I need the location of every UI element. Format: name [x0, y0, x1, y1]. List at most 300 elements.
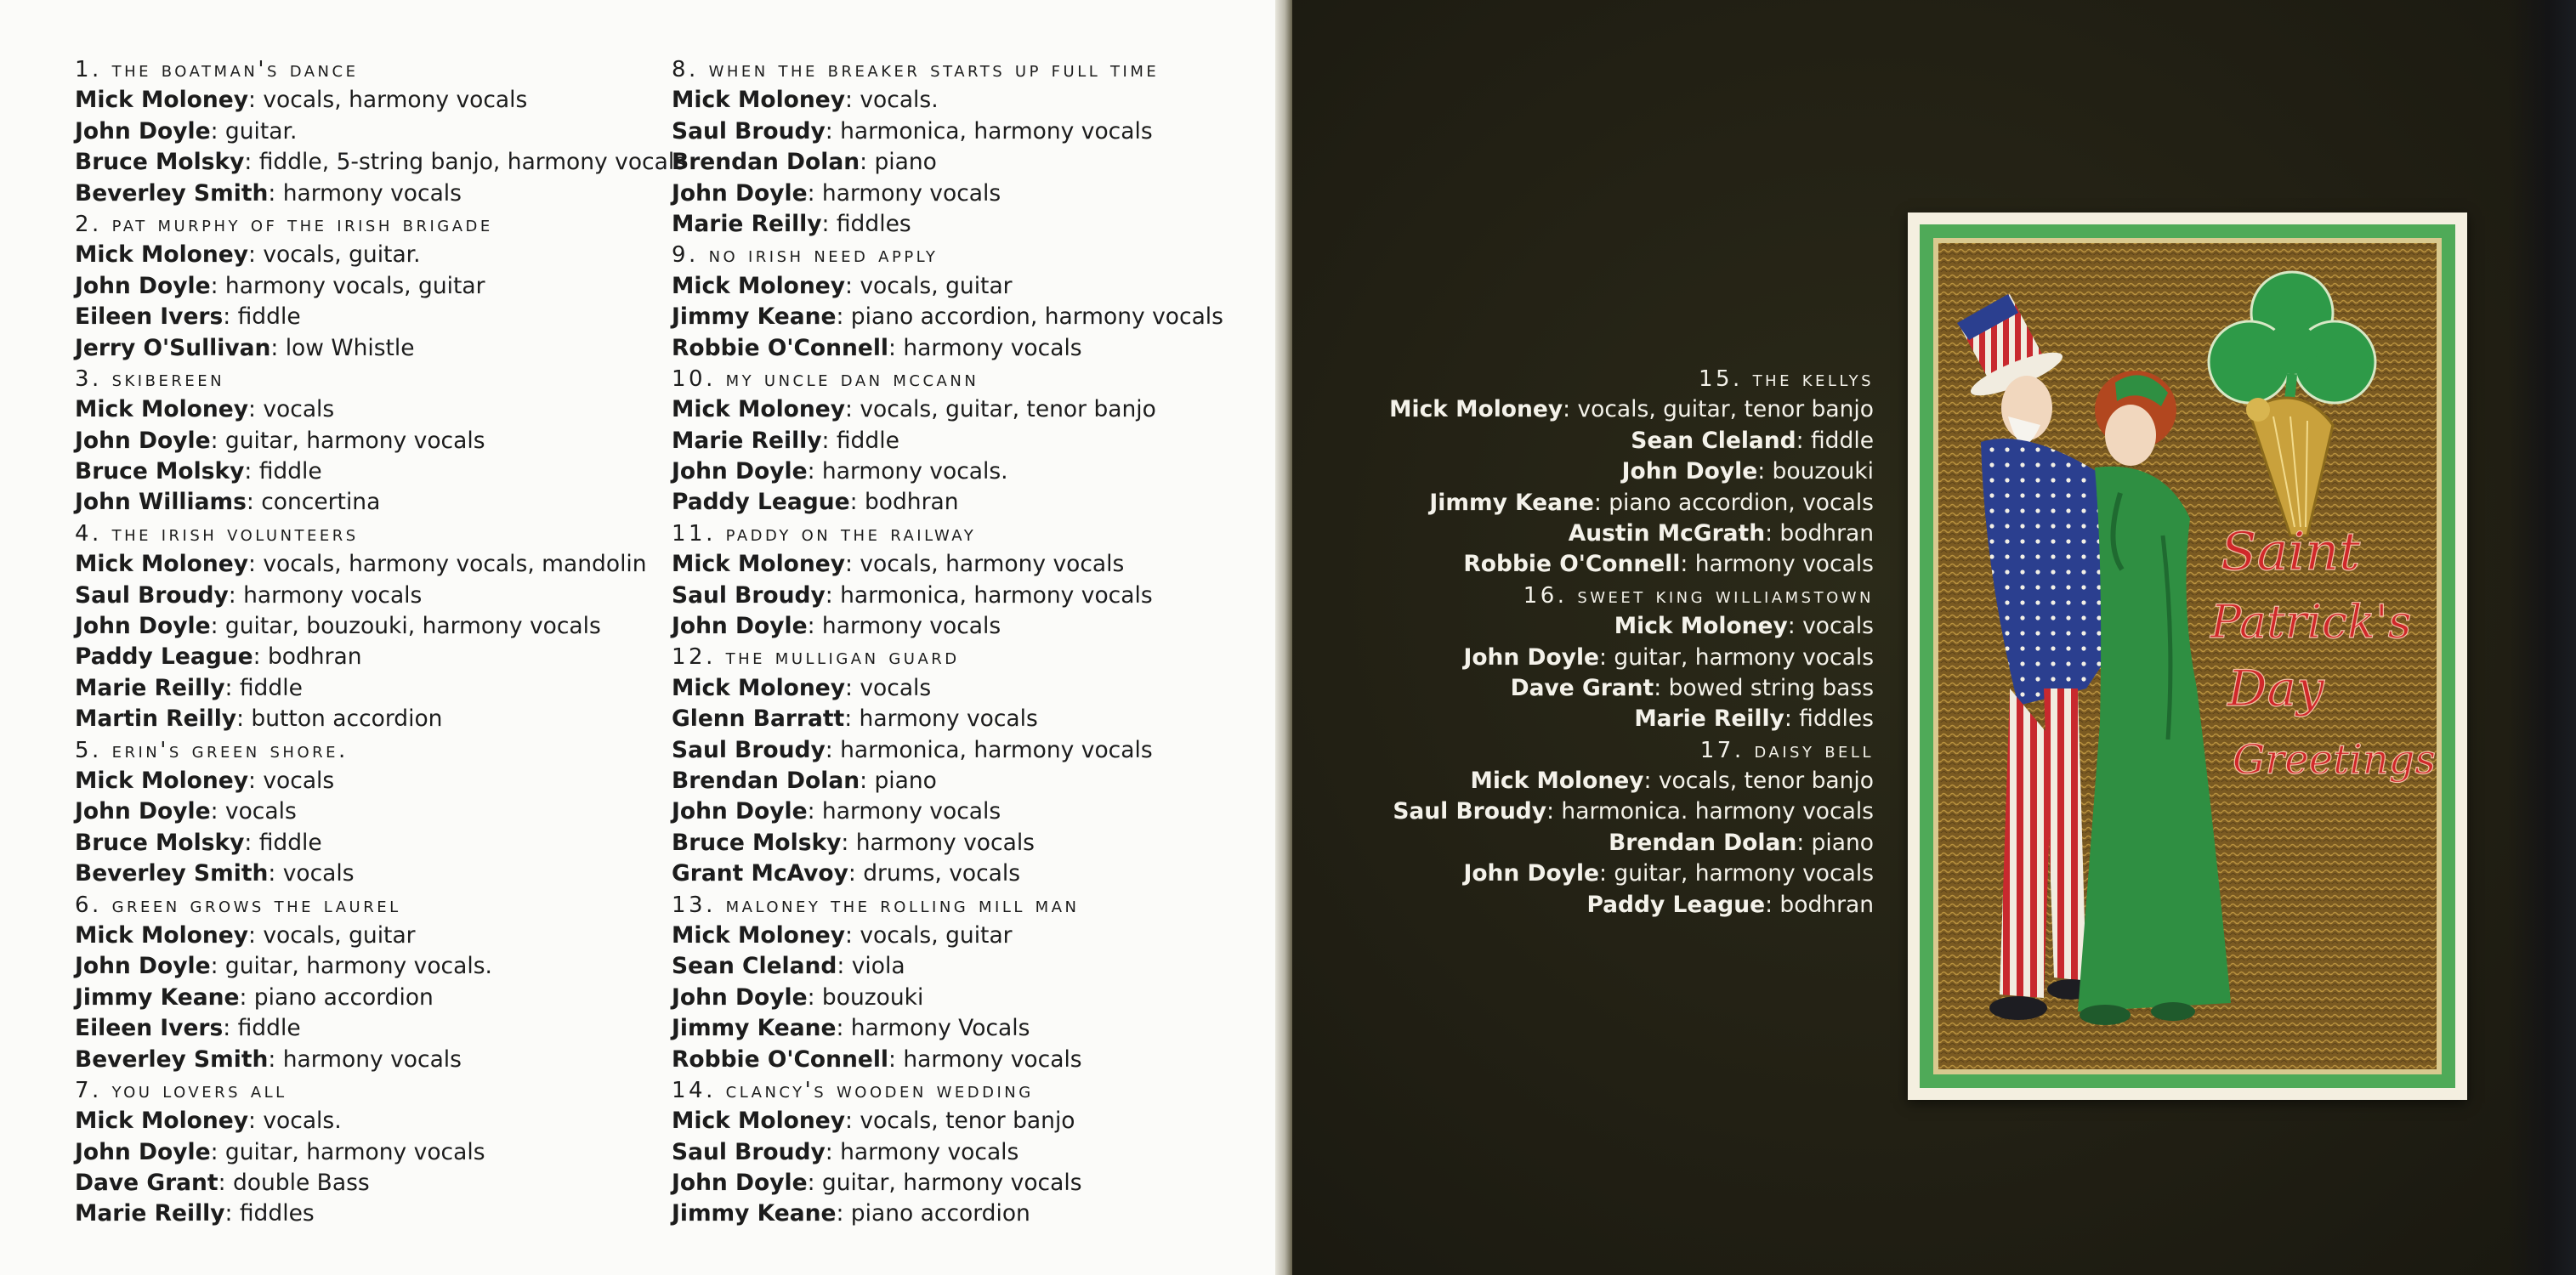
credit-line	[672, 549, 1267, 580]
musician-name: John Doyle	[672, 179, 808, 207]
musician-name: Eileen Ivers	[75, 1015, 224, 1042]
track-number: 14.	[672, 1077, 716, 1103]
credit-line	[672, 983, 1267, 1013]
musician-name: Jimmy Keane	[672, 1200, 837, 1227]
credit-line	[672, 858, 1267, 889]
track-title	[75, 209, 653, 240]
instrument-list: : piano	[860, 149, 937, 176]
svg-text:Saint: Saint	[2221, 520, 2361, 582]
credit-line	[672, 147, 1267, 178]
instrument-list: : harmony vocals	[807, 613, 1001, 640]
track-entry	[1326, 364, 1874, 581]
credit-line	[75, 271, 653, 302]
instrument-list: : fiddle	[244, 458, 322, 485]
musician-name: John Doyle	[1621, 458, 1758, 485]
instrument-list: : vocals, guitar	[248, 921, 416, 949]
instrument-list: : guitar.	[210, 117, 298, 144]
credit-line	[75, 302, 653, 332]
instrument-list: : vocals, harmony vocals	[248, 87, 528, 114]
credit-line	[75, 394, 653, 425]
musician-name: Bruce Molsky	[672, 829, 842, 856]
instrument-list: : harmony vocals	[228, 581, 423, 609]
instrument-list: : fiddle, 5-string banjo, harmony vocals	[244, 149, 687, 176]
track-entry	[672, 642, 1267, 889]
instrument-list: : fiddles	[1784, 706, 1874, 733]
instrument-list: : harmony vocals	[268, 1046, 462, 1073]
track-number: 13.	[672, 892, 716, 918]
musician-name: Bruce Molsky	[75, 458, 245, 485]
musician-name: Marie Reilly	[75, 674, 225, 701]
track-name: daisy bell	[1754, 737, 1874, 763]
track-name: my uncle dan mccann	[725, 366, 979, 392]
musician-name: Mick Moloney	[672, 87, 845, 114]
musician-name: Mick Moloney	[672, 1108, 845, 1135]
track-entry	[1326, 735, 1874, 921]
instrument-list: : vocals, harmony vocals	[845, 551, 1125, 578]
st-patricks-postcard	[1908, 212, 2467, 1100]
credit-line	[672, 302, 1267, 332]
musician-name: Dave Grant	[1510, 674, 1654, 701]
musician-name: Saul Broudy	[672, 1138, 826, 1165]
instrument-list: : harmony vocals.	[807, 458, 1008, 485]
instrument-list: : piano	[860, 767, 937, 794]
track-title	[672, 642, 1267, 672]
musician-name: Mick Moloney	[75, 551, 248, 578]
track-entry	[75, 518, 653, 735]
musician-name: Mick Moloney	[672, 921, 845, 949]
musician-name: Brendan Dolan	[672, 767, 860, 794]
musician-name: Saul Broudy	[1393, 798, 1547, 825]
track-title	[75, 890, 653, 921]
musician-name: Mick Moloney	[1470, 768, 1644, 795]
musician-name: Paddy League	[672, 489, 850, 516]
musician-name: Saul Broudy	[672, 581, 826, 609]
svg-text:Day: Day	[2227, 660, 2324, 717]
credit-line	[1326, 828, 1874, 858]
credit-line	[672, 116, 1267, 147]
credit-line	[1326, 611, 1874, 642]
track-list-column-2	[672, 54, 1267, 1230]
musician-name: John Doyle	[75, 1138, 211, 1165]
musician-name: Robbie O'Connell	[672, 1046, 888, 1073]
track-entry	[1326, 581, 1874, 735]
credit-line	[672, 178, 1267, 209]
track-title	[672, 1075, 1267, 1106]
credit-line	[75, 549, 653, 580]
track-list-column-1	[75, 54, 687, 1230]
credit-line	[75, 333, 653, 364]
instrument-list: : vocals	[248, 396, 335, 423]
credit-line	[1326, 766, 1874, 796]
instrument-list: : guitar, harmony vocals	[807, 1170, 1082, 1197]
instrument-list: : harmony Vocals	[836, 1015, 1030, 1042]
track-number: 2.	[75, 211, 102, 237]
instrument-list: : harmony vocals	[1680, 551, 1874, 578]
musician-name: Saul Broudy	[672, 117, 826, 144]
musician-name: John Doyle	[672, 798, 808, 825]
credit-line	[672, 456, 1267, 487]
musician-name: Mick Moloney	[1614, 613, 1788, 640]
musician-name: Marie Reilly	[672, 210, 822, 237]
instrument-list: : vocals	[248, 767, 335, 794]
musician-name: Sean Cleland	[1631, 427, 1796, 454]
credit-line	[672, 271, 1267, 302]
musician-name: Mick Moloney	[672, 396, 845, 423]
instrument-list: : harmony vocals	[807, 179, 1001, 207]
track-number: 10.	[672, 366, 716, 392]
credit-line	[75, 704, 653, 734]
musician-name: John Doyle	[672, 458, 808, 485]
track-title	[75, 54, 653, 85]
musician-name: Mick Moloney	[75, 87, 248, 114]
instrument-list: : harmony vocals	[844, 706, 1038, 733]
credit-line	[672, 1168, 1267, 1198]
instrument-list: : viola	[837, 953, 905, 980]
credit-line	[1326, 858, 1874, 889]
track-entry	[672, 364, 1267, 518]
musician-name: Dave Grant	[75, 1170, 218, 1197]
track-number: 8.	[672, 57, 699, 82]
musician-name: Robbie O'Connell	[1463, 551, 1681, 578]
instrument-list: : bowed string bass	[1654, 674, 1874, 701]
track-entry	[75, 364, 653, 518]
instrument-list: : vocals, guitar	[845, 921, 1013, 949]
track-entry	[75, 54, 687, 209]
credit-line	[75, 828, 653, 858]
instrument-list: : fiddle	[223, 1015, 301, 1042]
credit-line	[1326, 796, 1874, 827]
track-title	[75, 364, 653, 394]
credit-line	[75, 673, 653, 704]
track-number: 15.	[1698, 366, 1743, 392]
instrument-list: : vocals	[210, 798, 297, 825]
credit-line	[1326, 426, 1874, 456]
credit-line	[75, 1106, 653, 1136]
credit-line	[1326, 394, 1874, 425]
track-number: 1.	[75, 57, 102, 82]
instrument-list: : bodhran	[1765, 519, 1874, 547]
instrument-list: : concertina	[246, 489, 381, 516]
musician-name: Mick Moloney	[75, 767, 248, 794]
musician-name: Marie Reilly	[672, 427, 822, 454]
instrument-list: : vocals.	[845, 87, 939, 114]
musician-name: Marie Reilly	[75, 1200, 225, 1227]
instrument-list: : harmonica, harmony vocals	[825, 736, 1153, 763]
instrument-list: : harmony vocals	[841, 829, 1035, 856]
credit-line	[75, 147, 687, 178]
instrument-list: : fiddles	[821, 210, 911, 237]
track-title	[672, 54, 1267, 85]
instrument-list: : fiddles	[224, 1200, 315, 1227]
credit-line	[672, 766, 1267, 796]
track-number: 5.	[75, 737, 102, 763]
track-name: erin's green shore.	[111, 737, 349, 763]
musician-name: John Doyle	[75, 953, 211, 980]
musician-name: Bruce Molsky	[75, 149, 245, 176]
instrument-list: : guitar, harmony vocals	[210, 1138, 485, 1165]
musician-name: Mick Moloney	[672, 551, 845, 578]
musician-name: Saul Broudy	[672, 736, 826, 763]
credit-line	[672, 333, 1267, 364]
track-entry	[75, 209, 653, 364]
track-name: clancy's wooden wedding	[725, 1077, 1034, 1103]
booklet-edge	[2508, 0, 2576, 1275]
musician-name: Brendan Dolan	[1609, 829, 1797, 856]
track-title	[1326, 364, 1874, 394]
instrument-list: : harmony vocals	[268, 179, 462, 207]
credit-line	[1326, 704, 1874, 734]
instrument-list: : guitar, harmony vocals.	[210, 953, 492, 980]
track-entry	[672, 518, 1267, 643]
credit-line	[75, 858, 653, 889]
musician-name: Grant McAvoy	[672, 860, 848, 887]
instrument-list: : piano accordion, vocals	[1593, 489, 1874, 516]
instrument-list: : piano accordion	[239, 983, 434, 1011]
credit-line	[672, 209, 1267, 240]
credit-line	[75, 796, 653, 827]
track-name: the irish volunteers	[111, 520, 359, 547]
track-entry	[672, 54, 1267, 240]
instrument-list: : harmonica. harmony vocals	[1546, 798, 1874, 825]
instrument-list: : vocals, tenor banjo	[1643, 768, 1874, 795]
track-title	[672, 364, 1267, 394]
instrument-list: : vocals, guitar.	[248, 241, 421, 269]
track-entry	[75, 735, 653, 890]
instrument-list: : fiddle	[1796, 427, 1874, 454]
instrument-list: : vocals.	[248, 1108, 342, 1135]
instrument-list: : piano accordion	[836, 1200, 1030, 1227]
musician-name: Jimmy Keane	[672, 1015, 837, 1042]
credit-line	[672, 951, 1267, 982]
instrument-list: : harmonica, harmony vocals	[825, 581, 1153, 609]
instrument-list: : harmony vocals, guitar	[210, 272, 485, 299]
track-number: 3.	[75, 366, 102, 392]
musician-name: Marie Reilly	[1634, 706, 1784, 733]
musician-name: Austin McGrath	[1568, 519, 1766, 547]
track-name: green grows the laurel	[111, 892, 401, 918]
track-number: 4.	[75, 520, 102, 547]
track-entry	[672, 240, 1267, 364]
instrument-list: : guitar, harmony vocals	[1599, 860, 1874, 887]
credit-line	[75, 983, 653, 1013]
track-title	[1326, 735, 1874, 766]
track-name: paddy on the railway	[725, 520, 977, 547]
instrument-list: : guitar, harmony vocals	[1599, 643, 1874, 671]
credit-line	[75, 456, 653, 487]
postcard-illustration	[1908, 212, 2467, 1100]
instrument-list: : bodhran	[849, 489, 959, 516]
track-number: 16.	[1523, 582, 1568, 609]
musician-name: Jimmy Keane	[1429, 489, 1594, 516]
credit-line	[672, 1045, 1267, 1075]
credit-line	[75, 611, 653, 642]
credit-line	[1326, 488, 1874, 518]
track-name: sweet king williamstown	[1577, 582, 1874, 609]
musician-name: Paddy League	[75, 643, 253, 671]
musician-name: Mick Moloney	[75, 1108, 248, 1135]
credit-line	[75, 1168, 653, 1198]
instrument-list: : vocals	[268, 860, 355, 887]
credit-line	[75, 1137, 653, 1168]
credit-line	[672, 673, 1267, 704]
musician-name: Beverley Smith	[75, 860, 269, 887]
credit-line	[672, 1198, 1267, 1229]
credit-line	[75, 178, 653, 209]
musician-name: Saul Broudy	[75, 581, 229, 609]
credit-line	[75, 1198, 653, 1229]
musician-name: John Doyle	[75, 798, 211, 825]
track-name: pat murphy of the irish brigade	[111, 211, 493, 237]
musician-name: Beverley Smith	[75, 179, 269, 207]
musician-name: Glenn Barratt	[672, 706, 845, 733]
credit-line	[672, 735, 1267, 766]
track-number: 17.	[1699, 737, 1745, 763]
musician-name: John Doyle	[1463, 643, 1600, 671]
instrument-list: : guitar, harmony vocals	[210, 427, 485, 454]
credit-line	[75, 581, 653, 611]
musician-name: Jerry O'Sullivan	[75, 334, 271, 361]
instrument-list: : bodhran	[1765, 891, 1874, 918]
credit-line	[672, 921, 1267, 951]
credit-line	[672, 704, 1267, 734]
track-name: no irish need apply	[708, 242, 939, 269]
credit-line	[75, 642, 653, 672]
credit-line	[672, 85, 1267, 116]
track-name: maloney the rolling mill man	[725, 892, 1080, 918]
instrument-list: : vocals	[845, 674, 932, 701]
track-entry	[75, 1075, 653, 1230]
track-name: the boatman's dance	[111, 57, 359, 82]
svg-text:Patrick's: Patrick's	[2210, 595, 2412, 649]
credit-line	[75, 240, 653, 270]
instrument-list: : vocals	[1787, 613, 1874, 640]
instrument-list: : piano accordion, harmony vocals	[836, 303, 1223, 331]
svg-text:Greetings: Greetings	[2233, 736, 2437, 784]
track-name: skibereen	[111, 366, 225, 392]
instrument-list: : vocals, harmony vocals, mandolin	[248, 551, 647, 578]
musician-name: Mick Moloney	[75, 396, 248, 423]
track-name: the kellys	[1752, 366, 1874, 392]
credit-line	[75, 921, 653, 951]
instrument-list: : harmony vocals	[825, 1138, 1019, 1165]
credit-line	[1326, 673, 1874, 704]
track-title	[75, 1075, 653, 1106]
track-title	[75, 735, 653, 766]
track-title	[672, 890, 1267, 921]
musician-name: John Doyle	[75, 613, 211, 640]
credit-line	[672, 426, 1267, 456]
instrument-list: : vocals, guitar, tenor banjo	[1563, 396, 1874, 423]
instrument-list: : double Bass	[218, 1170, 370, 1197]
musician-name: Martin Reilly	[75, 706, 237, 733]
musician-name: Mick Moloney	[672, 674, 845, 701]
instrument-list: : fiddle	[224, 674, 303, 701]
instrument-list: : vocals, guitar	[845, 272, 1013, 299]
credit-line	[75, 951, 653, 982]
instrument-list: : drums, vocals	[848, 860, 1021, 887]
instrument-list: : piano	[1796, 829, 1874, 856]
instrument-list: : harmony vocals	[807, 798, 1001, 825]
instrument-list: : harmony vocals	[888, 334, 1082, 361]
musician-name: Mick Moloney	[75, 241, 248, 269]
instrument-list: : button accordion	[236, 706, 443, 733]
track-number: 9.	[672, 242, 699, 269]
musician-name: Jimmy Keane	[672, 303, 837, 331]
credit-line	[1326, 643, 1874, 673]
credit-line	[75, 1013, 653, 1044]
instrument-list: : fiddle	[223, 303, 301, 331]
musician-name: Jimmy Keane	[75, 983, 240, 1011]
instrument-list: : bouzouki	[1757, 458, 1874, 485]
credit-line	[1326, 890, 1874, 921]
musician-name: John Doyle	[75, 117, 211, 144]
musician-name: Mick Moloney	[1389, 396, 1563, 423]
instrument-list: : harmony vocals	[888, 1046, 1082, 1073]
track-number: 7.	[75, 1077, 102, 1103]
credit-line	[75, 426, 653, 456]
musician-name: Eileen Ivers	[75, 303, 224, 331]
track-name: the mulligan guard	[725, 644, 960, 671]
credit-line	[672, 1137, 1267, 1168]
credit-line	[75, 116, 653, 147]
track-title	[672, 518, 1267, 549]
musician-name: John Doyle	[75, 427, 211, 454]
credit-line	[672, 828, 1267, 858]
musician-name: John Doyle	[672, 983, 808, 1011]
track-name: you lovers all	[111, 1077, 287, 1103]
instrument-list: : harmonica, harmony vocals	[825, 117, 1153, 144]
instrument-list: : bouzouki	[807, 983, 924, 1011]
credit-line	[672, 1013, 1267, 1044]
musician-name: Sean Cleland	[672, 953, 837, 980]
musician-name: Paddy League	[1586, 891, 1766, 918]
credit-line	[672, 1106, 1267, 1136]
track-entry	[672, 890, 1267, 1075]
credit-line	[1326, 549, 1874, 580]
credit-line	[1326, 456, 1874, 487]
credit-line	[672, 487, 1267, 518]
credit-line	[672, 581, 1267, 611]
track-number: 6.	[75, 892, 102, 918]
instrument-list: : vocals, tenor banjo	[845, 1108, 1075, 1135]
track-entry	[75, 890, 653, 1075]
credit-line	[75, 766, 653, 796]
credit-line	[75, 487, 653, 518]
credit-line	[75, 1045, 653, 1075]
musician-name: Mick Moloney	[672, 272, 845, 299]
musician-name: John Doyle	[672, 1170, 808, 1197]
credit-line	[672, 796, 1267, 827]
musician-name: Bruce Molsky	[75, 829, 245, 856]
musician-name: Robbie O'Connell	[672, 334, 888, 361]
credit-line	[672, 394, 1267, 425]
musician-name: John Doyle	[75, 272, 211, 299]
instrument-list: : vocals, guitar, tenor banjo	[845, 396, 1156, 423]
musician-name: Mick Moloney	[75, 921, 248, 949]
instrument-list: : fiddle	[244, 829, 322, 856]
track-number: 12.	[672, 644, 716, 671]
credit-line	[75, 85, 653, 116]
instrument-list: : guitar, bouzouki, harmony vocals	[210, 613, 601, 640]
instrument-list: : bodhran	[252, 643, 362, 671]
track-title	[75, 518, 653, 549]
track-name: when the breaker starts up full time	[708, 57, 1160, 82]
track-entry	[672, 1075, 1267, 1230]
musician-name: John Doyle	[672, 613, 808, 640]
musician-name: John Williams	[75, 489, 247, 516]
musician-name: Beverley Smith	[75, 1046, 269, 1073]
instrument-list: : low Whistle	[270, 334, 415, 361]
